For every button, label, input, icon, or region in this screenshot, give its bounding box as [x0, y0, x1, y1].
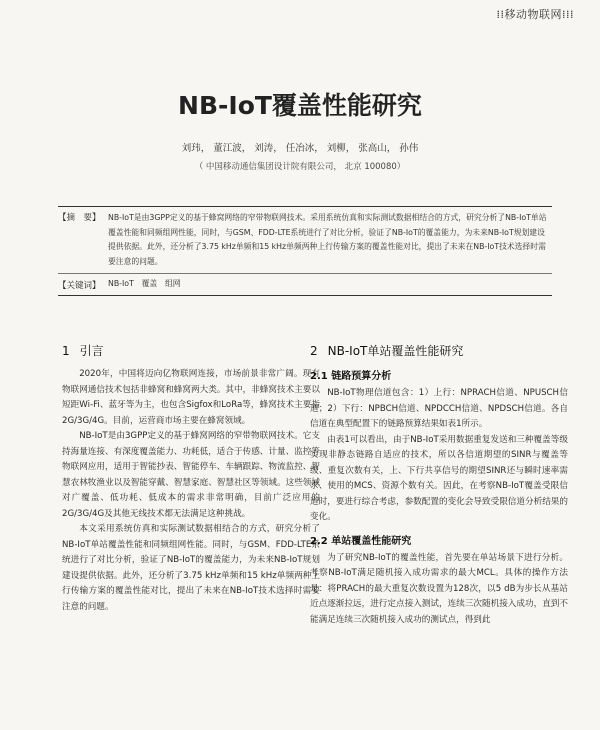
section-2-heading [310, 342, 568, 359]
abstract-row [58, 211, 552, 269]
section-2-title: NB-IoT单站覆盖性能研究 [327, 344, 464, 358]
keywords-row [58, 273, 552, 296]
section-2-2-paragraph-1: 为了研究NB-IoT的覆盖性能，首先要在单站场景下进行分析。考察NB-IoT满足随机接入成功需求的最大MCL。具体的操作方法是：将PRACH的最大重复次数设置为128次，以5 dB为步长从基站近点逐渐拉远，进行定点接入测试，连续三次随机接入成功，直到不能满足连续三次随机接入成功的测试点，得到此 [310, 552, 568, 625]
subsection-2-2-heading: 2.2 单站覆盖性能研究 [310, 535, 412, 547]
section-1-heading [62, 342, 320, 359]
left-column [62, 342, 320, 615]
keywords-text: NB-IoT 覆盖 组网 [108, 279, 181, 289]
abstract-label: 【摘 要】 [58, 213, 101, 223]
authors: 刘玮， 董江波， 刘涛， 任冶冰， 刘柳， 张高山， 孙伟 [181, 143, 419, 154]
paper-title: NB-IoT覆盖性能研究 [178, 91, 422, 120]
section-1-number: 1 [62, 344, 70, 358]
intro-paragraph-1: 2020年，中国将迈向亿物联网连接，市场前景非常广阔。现有物联网通信技术包括非蜂窝和蜂窝两大类。其中，非蜂窝技术主要以短距Wi-Fi、蓝牙等为主，也包含Sigfox和LoRa等，蜂窝技术主要指2G/3G/4G。目前，运营商市场主要在蜂窝领域。 [62, 369, 320, 426]
keywords-label: 【关键词】 [58, 280, 101, 291]
abstract-text: NB-IoT是由3GPP定义的基于蜂窝网络的窄带物联网技术。采用系统仿真和实际测试数据相结合的方式，研究分析了NB-IoT单站覆盖性能和同频组网性能，同时，与GSM、FDD-LTE系统进行了对比分析，验证了NB-IoT的覆盖能力，为未来NB-IoT规划建设提供依据。此外，还分析了3.75 kHz单频和15 kHz单频两种上行传输方案的覆盖性能对比，提出了未来在NB-IoT技术选择时需要注意的问题。 [108, 213, 547, 266]
intro-paragraph-3: 本文采用系统仿真和实际测试数据相结合的方式，研究分析了NB-IoT单站覆盖性能和同频组网性能。同时，与GSM、FDD-LTE系统进行了对比分析，验证了NB-IoT的覆盖能力，为未来NB-IoT规划建设提供依据。此外，还分析了3.75 kHz单频和15 kHz单频两种上行传输方案的覆盖性能对比，提出了未来在NB-IoT技术选择时需要注意的问题。 [62, 524, 320, 612]
journal-header: ⁞⁞移动物联网⁞⁞⁞ [496, 8, 574, 21]
section-1-title: 引言 [79, 344, 104, 358]
right-column [310, 342, 568, 628]
abstract-box [58, 206, 552, 296]
section-2-1-paragraph-1: NB-IoT物理信道包含：1）上行：NPRACH信道、NPUSCH信道；2）下行：NPBCH信道、NPDCCH信道、NPDSCH信道。各自信道在典型配置下的链路预算结果如表1所示。 [310, 388, 568, 429]
affiliation: （ 中国移动通信集团设计院有限公司， 北京 100080） [194, 162, 406, 172]
abstract-top-rule [58, 206, 552, 207]
section-2-number: 2 [310, 344, 318, 358]
intro-paragraph-2: NB-IoT是由3GPP定义的基于蜂窝网络的窄带物联网技术。它支持海量连接、有深度覆盖能力、功耗低，适合于传感、计量、监控等物联网应用，适用于智能抄表、智能停车、车辆跟踪、物流监控、智慧农林牧渔业以及智能穿戴、智慧家庭、智慧社区等领域。这些领域对广覆盖、低功耗、低成本的需求非常明确，目前广泛应用的2G/3G/4G及其他无线技术都无法满足这种挑战。 [62, 431, 320, 519]
subsection-2-1-heading: 2.1 链路预算分析 [310, 371, 392, 382]
section-2-1-paragraph-2: 由表1可以看出，由于NB-IoT采用数据重复发送和三种覆盖等级实现非静态链路自适应的技术，所以各信道期望的SINR与覆盖等级、重复次数有关，上、下行共享信号的期望SINR还与瞬时速率需求、使用的MCS、资源个数有关。因此，在考察NB-IoT覆盖受限信道时，要进行综合考虑，参数配置的变化会导致受限信道分析结果的变化。 [310, 434, 568, 522]
